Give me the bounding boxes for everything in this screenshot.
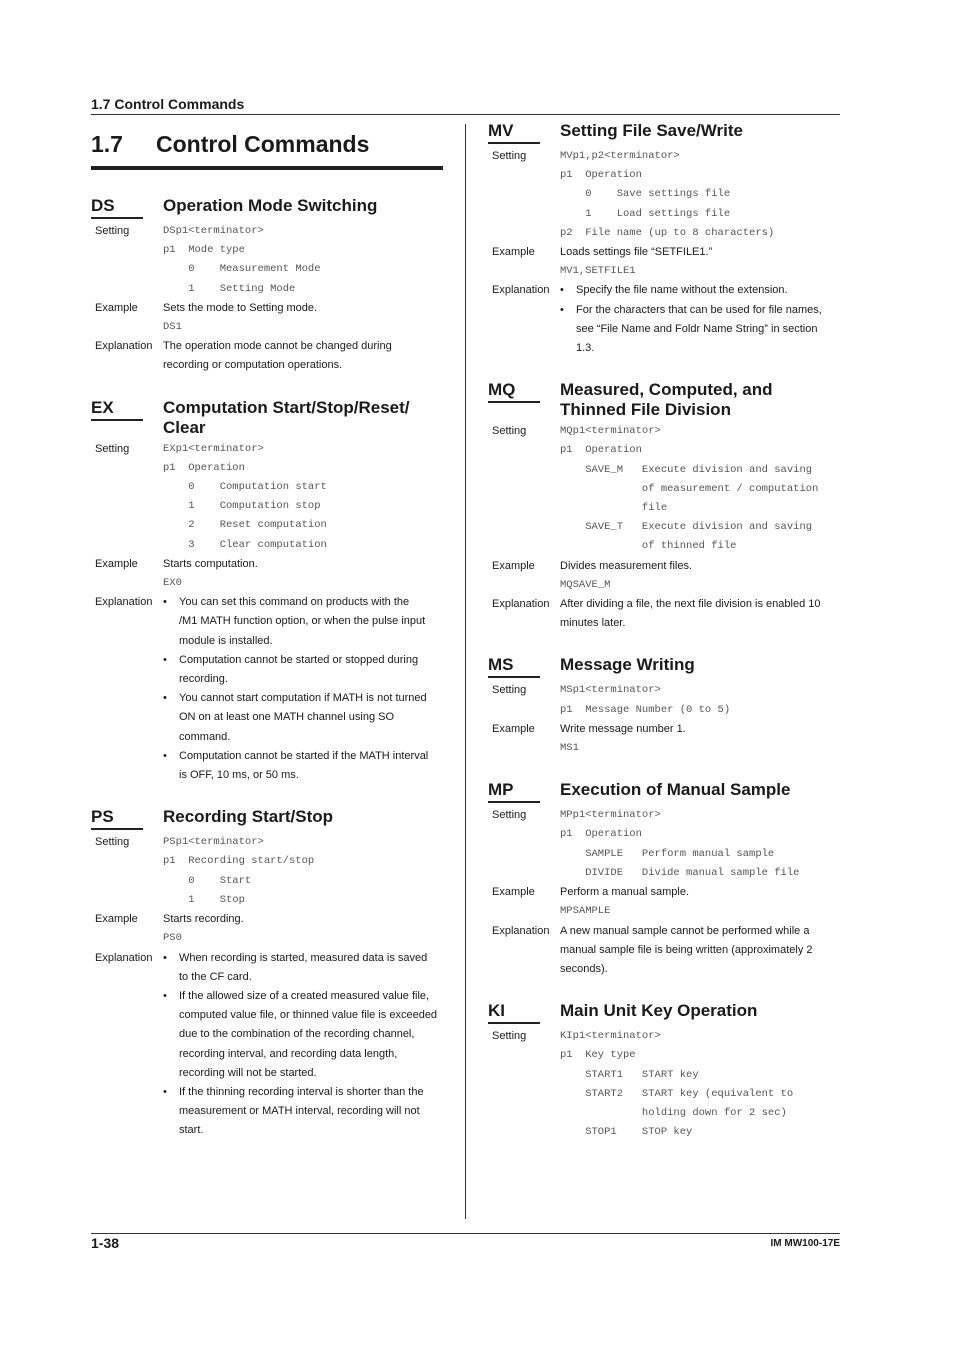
row-body: [560, 281, 840, 358]
code-line: MQp1<terminator>: [560, 425, 661, 438]
section-title: Measured, Computed, and Thinned File Division: [560, 380, 773, 420]
code-line: 0 Computation start: [163, 481, 327, 494]
code-line: 3 Clear computation: [163, 538, 327, 551]
code-line: PSp1<terminator>: [163, 836, 264, 849]
code-line: p1 Mode type: [163, 244, 245, 257]
code-line: STOP1 STOP key: [560, 1126, 693, 1139]
code-line: MSp1<terminator>: [560, 684, 661, 697]
section-rows: [488, 681, 840, 758]
text-line: After dividing a file, the next file division is enabled 10: [560, 598, 821, 611]
section-rows: [91, 222, 443, 376]
command-section-mp: [488, 780, 840, 979]
bullet-line: recording interval, and recording data length,: [179, 1047, 398, 1060]
row-label: Example: [95, 557, 138, 570]
row-body: [560, 243, 840, 281]
bullet-line: start.: [179, 1124, 204, 1137]
row-label: Explanation: [95, 951, 153, 964]
code-line: holding down for 2 sec): [560, 1106, 787, 1119]
code-line: p1 Operation: [560, 444, 642, 457]
row-explanation: [91, 593, 443, 785]
bullet-line: For the characters that can be used for file names,: [576, 303, 822, 316]
row-explanation: [91, 949, 443, 1141]
text-line: manual sample file is being written (approximately 2: [560, 943, 813, 956]
code-line: SAVE_T Execute division and saving: [560, 521, 813, 534]
row-body: [560, 681, 840, 719]
section-heading: [91, 196, 443, 220]
row-label: Setting: [95, 225, 130, 237]
bullet-icon: •: [163, 989, 167, 1002]
code-line: MPSAMPLE: [560, 905, 611, 918]
bullet-line: Specify the file name without the extension.: [576, 284, 788, 297]
row-body: [163, 440, 443, 555]
bullet-line: measurement or MATH interval, recording will not: [179, 1105, 420, 1118]
row-label: Setting: [492, 425, 527, 438]
code-line: START1 START key: [560, 1068, 699, 1081]
bullet-line: /M1 MATH function option, or when the pulse input: [179, 615, 426, 628]
bullet-item: [163, 987, 443, 1083]
footer-rule: [91, 1233, 840, 1234]
bullet-line: ON on at least one MATH channel using SO: [179, 711, 395, 724]
bullet-line: computed value file, or thinned value file is exceeded: [179, 1009, 438, 1022]
section-title: Message Writing: [560, 655, 695, 675]
row-label: Example: [492, 722, 535, 735]
row-explanation: [488, 595, 840, 633]
code-line: file: [560, 502, 668, 515]
section-title: Computation Start/Stop/Reset/ Clear: [163, 397, 410, 437]
section-rows: [488, 422, 840, 633]
section-heading: [91, 398, 443, 438]
command-code: PS: [91, 807, 143, 830]
bullet-item: [163, 747, 443, 785]
code-line: START2 START key (equivalent to: [560, 1087, 794, 1100]
text-line: Starts computation.: [163, 557, 258, 570]
row-label: Setting: [492, 684, 527, 697]
section-rows: [91, 833, 443, 1140]
code-line: DS1: [163, 321, 182, 334]
row-body: [560, 922, 840, 980]
row-body: [560, 720, 840, 758]
header-rule: [91, 114, 840, 115]
code-line: 0 Save settings file: [560, 188, 731, 201]
section-rows: [91, 440, 443, 786]
code-line: 0 Start: [163, 874, 252, 887]
section-heading: [488, 380, 840, 420]
row-explanation: [488, 922, 840, 980]
command-section-ds: [91, 196, 443, 376]
row-example: [91, 299, 443, 337]
section-heading: [488, 1001, 840, 1025]
bullet-line: command.: [179, 730, 231, 743]
code-line: SAVE_M Execute division and saving: [560, 463, 813, 476]
code-line: p1 Recording start/stop: [163, 855, 315, 868]
section-heading: [488, 780, 840, 804]
row-example: [488, 720, 840, 758]
code-line: MS1: [560, 742, 579, 755]
code-line: 1 Computation stop: [163, 500, 321, 513]
row-label: Setting: [95, 442, 130, 455]
code-line: of measurement / computation: [560, 482, 819, 495]
code-line: MQSAVE_M: [560, 578, 611, 591]
text-line: Sets the mode to Setting mode.: [163, 301, 318, 314]
row-explanation: [488, 281, 840, 358]
section-heading: [488, 655, 840, 679]
code-line: 1 Stop: [163, 893, 245, 906]
row-body: [163, 337, 443, 375]
bullet-line: When recording is started, measured data is saved: [179, 951, 428, 964]
code-line: p1 Operation: [560, 169, 642, 182]
section-title: Operation Mode Switching: [163, 196, 378, 215]
row-example: [488, 243, 840, 281]
chapter-title-text: Control Commands: [156, 131, 370, 157]
code-line: 1 Setting Mode: [163, 282, 296, 295]
page-number: 1-38: [91, 1235, 120, 1251]
row-body: [560, 147, 840, 243]
bullet-line: see “File Name and Foldr Name String” in section: [576, 322, 818, 335]
bullet-item: [163, 949, 443, 987]
bullet-line: Computation cannot be started or stopped during: [179, 653, 419, 666]
text-line: Loads settings file “SETFILE1.”: [560, 246, 713, 259]
section-rows: [488, 147, 840, 358]
chapter-rule: [91, 166, 443, 170]
bullet-item: [560, 301, 840, 359]
section-title: Recording Start/Stop: [163, 807, 334, 827]
command-code: EX: [91, 398, 143, 421]
code-line: EX0: [163, 577, 182, 590]
text-line: Perform a manual sample.: [560, 886, 689, 899]
code-line: DIVIDE Divide manual sample file: [560, 866, 800, 879]
section-title: Main Unit Key Operation: [560, 1001, 758, 1021]
section-heading: [488, 121, 840, 145]
row-label: Explanation: [95, 340, 153, 353]
code-line: 2 Reset computation: [163, 519, 327, 532]
command-section-mv: [488, 121, 840, 358]
section-title: Setting File Save/Write: [560, 121, 743, 140]
row-label: Setting: [95, 836, 130, 849]
left-column: [91, 196, 443, 1163]
row-label: Setting: [492, 809, 527, 822]
row-body: [163, 299, 443, 337]
code-line: MVp1,p2<terminator>: [560, 150, 680, 162]
text-line: Divides measurement files.: [560, 559, 693, 572]
row-label: Explanation: [492, 598, 550, 611]
code-line: EXp1<terminator>: [163, 442, 264, 455]
code-line: MPp1<terminator>: [560, 809, 661, 822]
bullet-item: [163, 1083, 443, 1141]
bullet-icon: •: [560, 303, 564, 316]
row-body: [163, 555, 443, 593]
code-line: DSp1<terminator>: [163, 225, 264, 237]
row-body: [560, 1027, 840, 1142]
code-line: p1 Message Number (0 to 5): [560, 703, 731, 716]
row-example: [91, 910, 443, 948]
command-code: DS: [91, 196, 143, 219]
bullet-line: is OFF, 10 ms, or 50 ms.: [179, 769, 299, 782]
bullet-icon: •: [163, 749, 167, 762]
code-line: 1 Load settings file: [560, 207, 731, 220]
row-label: Example: [95, 301, 138, 314]
command-code: MQ: [488, 380, 540, 403]
section-rows: [488, 806, 840, 979]
code-line: 0 Measurement Mode: [163, 263, 321, 276]
bullet-line: due to the combination of the recording channel,: [179, 1028, 415, 1041]
bullet-line: If the allowed size of a created measured value file,: [179, 989, 430, 1002]
row-label: Explanation: [492, 924, 550, 937]
row-body: [560, 883, 840, 921]
bullet-icon: •: [163, 1085, 167, 1098]
text-line: Write message number 1.: [560, 722, 686, 735]
text-line: A new manual sample cannot be performed while a: [560, 924, 810, 937]
row-setting: [91, 833, 443, 910]
section-title: Execution of Manual Sample: [560, 780, 791, 800]
row-setting: [488, 147, 840, 243]
row-body: [163, 910, 443, 948]
row-setting: [91, 440, 443, 555]
command-section-ms: [488, 655, 840, 758]
command-section-mq: [488, 380, 840, 633]
row-label: Example: [492, 559, 535, 572]
bullet-item: [163, 651, 443, 689]
text-line: The operation mode cannot be changed during: [163, 340, 392, 353]
row-example: [488, 883, 840, 921]
row-label: Setting: [492, 1030, 527, 1043]
row-label: Example: [95, 913, 138, 926]
right-column: [488, 121, 840, 1164]
bullet-item: [560, 281, 840, 300]
code-line: p1 Operation: [560, 828, 642, 841]
command-code: MS: [488, 655, 540, 678]
command-section-ki: [488, 1001, 840, 1142]
document-id: IM MW100-17E: [770, 1238, 840, 1249]
bullet-line: module is installed.: [179, 634, 273, 647]
row-body: [163, 833, 443, 910]
row-body: [163, 949, 443, 1141]
code-line: of thinned file: [560, 540, 737, 553]
row-explanation: [91, 337, 443, 375]
row-setting: [488, 681, 840, 719]
code-line: p1 Key type: [560, 1049, 636, 1062]
row-body: [163, 222, 443, 299]
code-line: PS0: [163, 932, 182, 945]
text-line: seconds).: [560, 962, 608, 975]
row-label: Explanation: [492, 284, 550, 297]
command-section-ex: [91, 398, 443, 786]
row-body: [560, 422, 840, 556]
bullet-line: Computation cannot be started if the MATH interval: [179, 749, 429, 762]
bullet-item: [163, 593, 443, 651]
command-code: MP: [488, 780, 540, 803]
bullet-item: [163, 689, 443, 747]
row-setting: [488, 806, 840, 883]
row-body: [560, 806, 840, 883]
text-line: recording or computation operations.: [163, 359, 343, 372]
command-code: KI: [488, 1001, 540, 1024]
bullet-line: recording.: [179, 673, 228, 686]
code-line: MV1,SETFILE1: [560, 265, 636, 278]
bullet-icon: •: [560, 284, 564, 297]
command-section-ps: [91, 807, 443, 1140]
command-code: MV: [488, 121, 540, 144]
bullet-line: 1.3.: [576, 342, 595, 355]
row-label: Example: [492, 886, 535, 899]
bullet-line: You cannot start computation if MATH is not turned: [179, 692, 427, 705]
bullet-line: If the thinning recording interval is shorter than the: [179, 1085, 424, 1098]
row-body: [163, 593, 443, 785]
bullet-icon: •: [163, 692, 167, 705]
running-header: 1.7 Control Commands: [91, 96, 245, 112]
code-line: SAMPLE Perform manual sample: [560, 847, 775, 860]
section-rows: [488, 1027, 840, 1142]
row-label: Setting: [492, 150, 527, 162]
row-setting: [91, 222, 443, 299]
bullet-line: to the CF card.: [179, 970, 252, 983]
code-line: p1 Operation: [163, 461, 245, 474]
row-example: [488, 557, 840, 595]
section-heading: [91, 807, 443, 831]
row-setting: [488, 422, 840, 556]
code-line: p2 File name (up to 8 characters): [560, 226, 775, 239]
chapter-title: [91, 131, 369, 158]
row-example: [91, 555, 443, 593]
bullet-line: recording will not be started.: [179, 1066, 317, 1079]
row-label: Example: [492, 246, 535, 259]
bullet-icon: •: [163, 951, 167, 964]
row-body: [560, 595, 840, 633]
row-body: [560, 557, 840, 595]
bullet-icon: •: [163, 596, 167, 609]
chapter-number: 1.7: [91, 131, 123, 157]
column-separator: [465, 124, 466, 1219]
bullet-icon: •: [163, 653, 167, 666]
row-label: Explanation: [95, 596, 153, 609]
row-setting: [488, 1027, 840, 1142]
text-line: minutes later.: [560, 617, 626, 630]
code-line: KIp1<terminator>: [560, 1030, 661, 1043]
bullet-line: You can set this command on products with the: [179, 596, 410, 609]
text-line: Starts recording.: [163, 913, 244, 926]
